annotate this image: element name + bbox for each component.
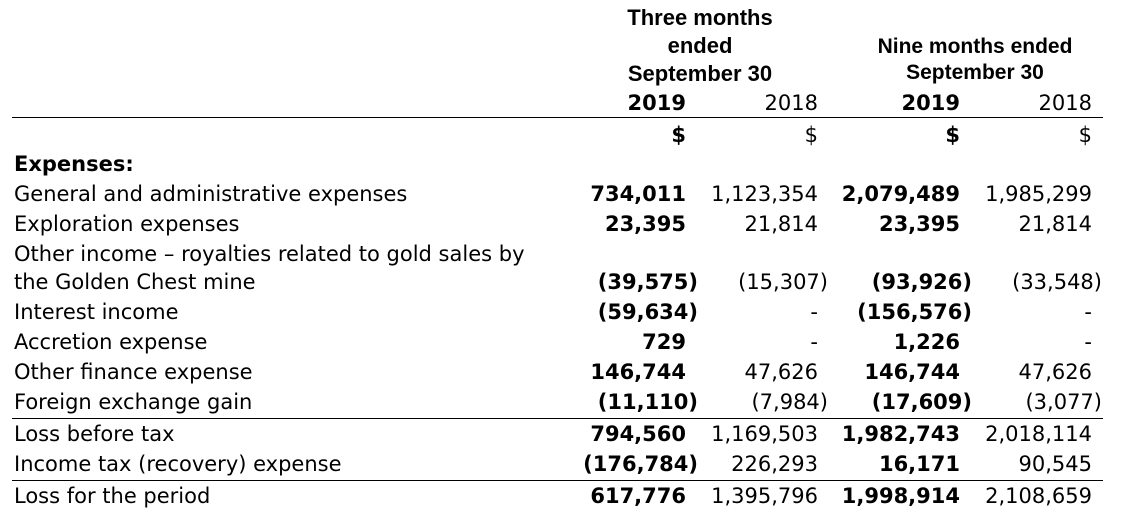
value-cell: 1,985,299 [985, 182, 1092, 206]
value-cell: - [1084, 330, 1092, 354]
value-cell: 16,171 [878, 452, 960, 476]
year-three-2018: 2018 [764, 91, 818, 115]
total-rule [12, 480, 1103, 481]
currency-nine-2019: $ [945, 123, 960, 147]
section-label-expenses: Expenses: [14, 152, 134, 176]
value-cell: 47,626 [744, 360, 818, 384]
value-cell: 23,395 [878, 212, 960, 236]
value-cell: - [1084, 300, 1092, 324]
header-nine-months-line1: Nine months ended [877, 35, 1073, 58]
value-cell: 1,123,354 [711, 182, 818, 206]
value-cell: (59,634) [597, 300, 698, 324]
row-label-income-tax: Income tax (recovery) expense [14, 452, 342, 476]
currency-nine-2018: $ [1078, 123, 1092, 147]
value-cell: (176,784) [583, 452, 698, 476]
currency-three-2018: $ [804, 123, 818, 147]
value-cell: 90,545 [1018, 452, 1092, 476]
value-cell: - [810, 330, 818, 354]
year-nine-2018: 2018 [1038, 91, 1092, 115]
value-cell: 226,293 [731, 452, 818, 476]
value-cell: (93,926) [871, 270, 972, 294]
header-three-months-line1: Three months [627, 5, 773, 30]
row-label-other-income-line1: Other income – royalties related to gold sales by [14, 242, 525, 266]
row-label-loss-for-period: Loss for the period [14, 484, 211, 508]
row-label-general-admin: General and administrative expenses [14, 182, 408, 206]
value-cell: 21,814 [1018, 212, 1092, 236]
year-nine-2019: 2019 [901, 91, 960, 115]
header-three-months-line3: September 30 [627, 61, 773, 86]
row-label-other-income-line2: the Golden Chest mine [14, 270, 256, 294]
value-cell: 1,998,914 [841, 484, 960, 508]
value-cell: (156,576) [857, 300, 972, 324]
value-cell: 1,395,796 [711, 484, 818, 508]
row-label-interest-income: Interest income [14, 300, 179, 324]
value-cell: (39,575) [597, 270, 698, 294]
value-cell: 146,744 [864, 360, 960, 384]
value-cell: 21,814 [744, 212, 818, 236]
year-three-2019: 2019 [627, 91, 686, 115]
value-cell: 2,108,659 [985, 484, 1092, 508]
value-cell: 1,982,743 [841, 422, 960, 446]
row-label-foreign-exchange: Foreign exchange gain [14, 390, 253, 414]
value-cell: (11,110) [597, 390, 698, 414]
header-nine-months-line2: September 30 [906, 61, 1044, 84]
value-cell: (17,609) [871, 390, 972, 414]
value-cell: 146,744 [590, 360, 686, 384]
row-label-other-finance: Other finance expense [14, 360, 253, 384]
row-label-accretion: Accretion expense [14, 330, 208, 354]
row-label-loss-before-tax: Loss before tax [14, 422, 175, 446]
value-cell: 23,395 [604, 212, 686, 236]
value-cell: 47,626 [1018, 360, 1092, 384]
value-cell: 617,776 [590, 484, 686, 508]
header-three-months-line2: ended [667, 33, 733, 58]
subtotal-rule [12, 418, 1103, 419]
value-cell: (7,984) [751, 390, 828, 414]
value-cell: - [810, 300, 818, 324]
value-cell: 729 [642, 330, 686, 354]
value-cell: (33,548) [1012, 270, 1102, 294]
value-cell: 1,169,503 [711, 422, 818, 446]
value-cell: 2,079,489 [841, 182, 960, 206]
value-cell: 1,226 [893, 330, 960, 354]
value-cell: (3,077) [1025, 390, 1102, 414]
value-cell: 2,018,114 [985, 422, 1092, 446]
value-cell: (15,307) [738, 270, 828, 294]
value-cell: 734,011 [590, 182, 686, 206]
header-rule [12, 117, 1103, 118]
currency-three-2019: $ [671, 123, 686, 147]
value-cell: 794,560 [590, 422, 686, 446]
row-label-exploration: Exploration expenses [14, 212, 240, 236]
